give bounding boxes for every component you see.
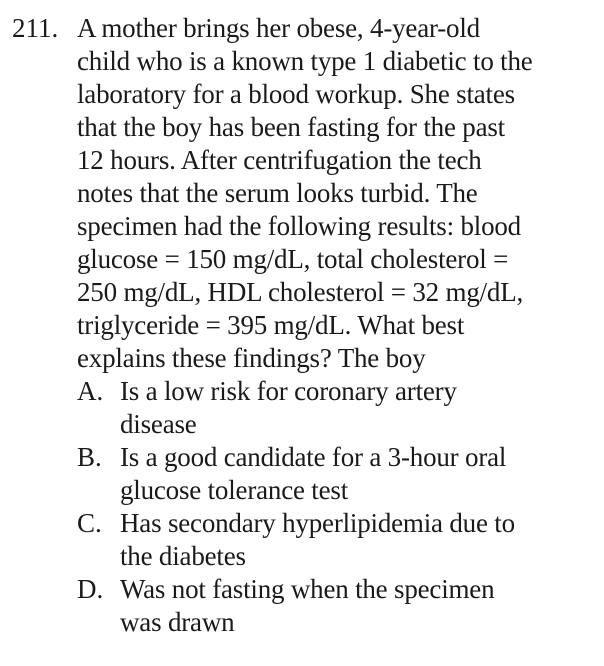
- stem-line: 12 hours. After centrifugation the tech: [77, 145, 482, 175]
- option-text: the diabetes: [120, 541, 246, 571]
- option-text: Was not fasting when the specimen: [120, 574, 495, 604]
- stem-line: laboratory for a blood workup. She states: [77, 79, 515, 109]
- option-letter: D.: [77, 574, 104, 604]
- stem-line: that the boy has been fasting for the past: [77, 112, 505, 142]
- stem-line: child who is a known type 1 diabetic to the: [77, 46, 533, 76]
- question-stem: [77, 12, 533, 375]
- stem-line: explains these findings? The boy: [77, 343, 426, 373]
- option-letter: C.: [77, 508, 102, 538]
- option-d[interactable]: [77, 573, 515, 639]
- option-text: was drawn: [120, 607, 235, 637]
- stem-line: 250 mg/dL, HDL cholesterol = 32 mg/dL,: [77, 277, 524, 307]
- question-number: 211.: [12, 13, 59, 43]
- option-text: Has secondary hyperlipidemia due to: [120, 508, 515, 538]
- option-b[interactable]: [77, 441, 515, 507]
- option-letter: A.: [77, 376, 104, 406]
- stem-line: specimen had the following results: blood: [77, 211, 521, 241]
- answer-options: [77, 375, 515, 639]
- stem-line: A mother brings her obese, 4-year-old: [77, 13, 480, 43]
- stem-line: triglyceride = 395 mg/dL. What best: [77, 310, 465, 340]
- option-text: disease: [120, 409, 197, 439]
- option-a[interactable]: [77, 375, 515, 441]
- option-text: Is a good candidate for a 3-hour oral: [120, 442, 507, 472]
- option-text: Is a low risk for coronary artery: [120, 376, 457, 406]
- stem-line: notes that the serum looks turbid. The: [77, 178, 478, 208]
- option-letter: B.: [77, 442, 102, 472]
- stem-line: glucose = 150 mg/dL, total cholesterol =: [77, 244, 509, 274]
- option-text: glucose tolerance test: [120, 475, 349, 505]
- option-c[interactable]: [77, 507, 515, 573]
